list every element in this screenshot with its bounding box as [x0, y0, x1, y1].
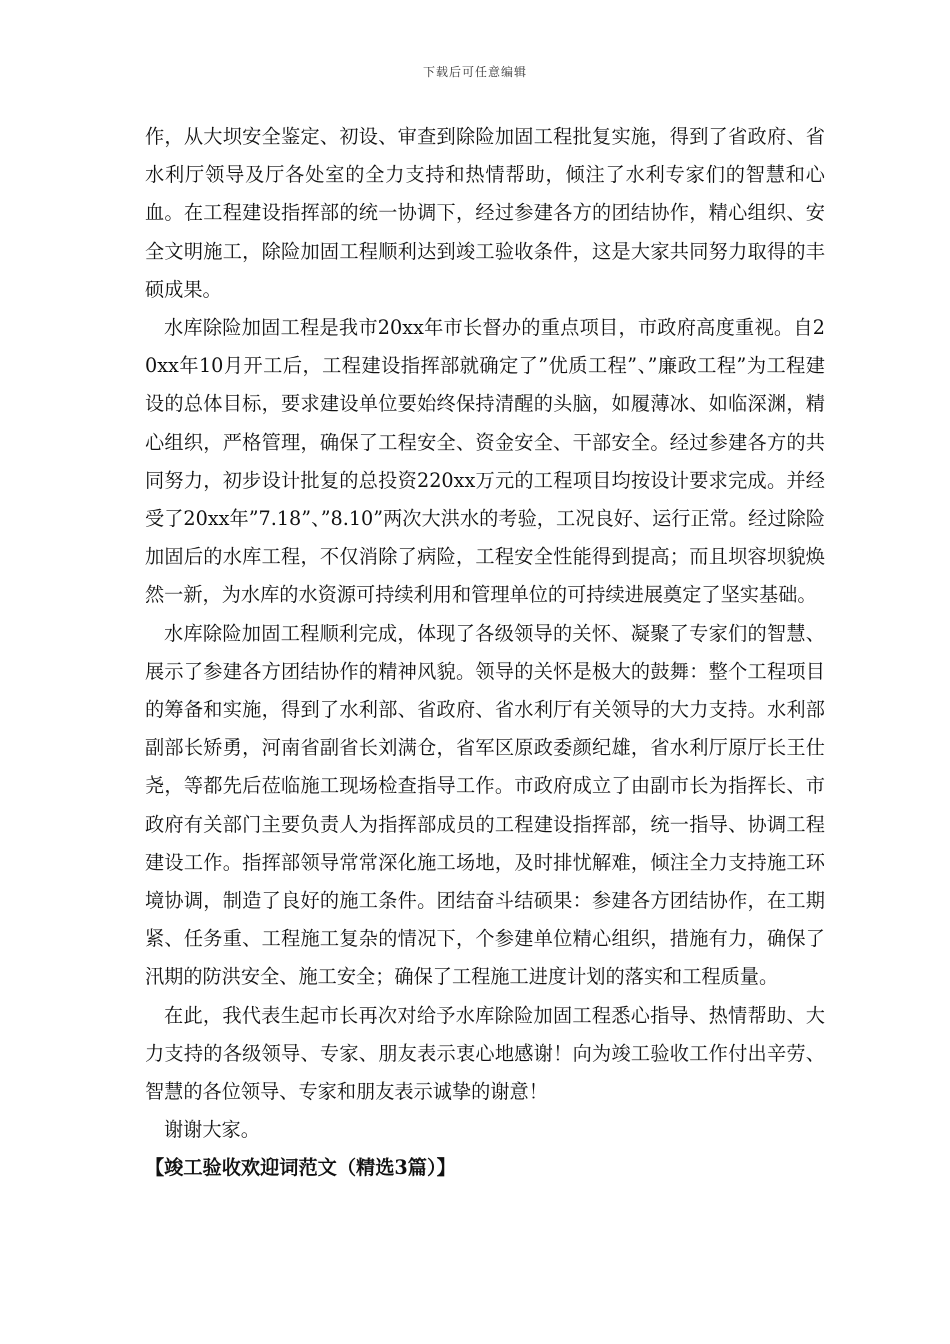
section-title: 【竣工验收欢迎词范文（精选3篇）】 [145, 1156, 456, 1180]
paragraph-continuation: 作，从大坝安全鉴定、初设、审查到除险加固工程批复实施，得到了省政府、省水利厅领导及厅各处室的全力支持和热情帮助，倾注了水利专家们的智慧和心血。在工程建设指挥部的统一协调下，经过参建各方的团结协作，精心组织、安全文明施工，除险加固工程顺利达到竣工验收条件，这是大家共同努力取得的丰硕成果。 [145, 125, 825, 301]
document-body [145, 118, 825, 1188]
paragraph-thanks: 在此，我代表生起市长再次对给予水库除险加固工程悉心指导、热情帮助、大力支持的各级领导、专家、朋友表示衷心地感谢！向为竣工验收工作付出辛劳、智慧的各位领导、专家和朋友表示诚挚的谢意！ [145, 1003, 825, 1104]
paragraph-project-overview: 水库除险加固工程是我市20xx年市长督办的重点项目，市政府高度重视。自20xx年10月开工后，工程建设指挥部就确定了”优质工程”、”廉政工程”为工程建设的总体目标，要求建设单位要始终保持清醒的头脑，如履薄冰、如临深渊，精心组织，严格管理，确保了工程安全、资金安全、干部安全。经过参建各方的共同努力，初步设计批复的总投资220xx万元的工程项目均按设计要求完成。并经受了20xx年”7.18”、”8.10”两次大洪水的考验，工况良好、运行正常。经过除险加固后的水库工程，不仅消除了病险，工程安全性能得到提高；而且坝容坝貌焕然一新，为水库的水资源可持续利用和管理单位的可持续进展奠定了坚实基础。 [145, 316, 825, 607]
paragraph-closing: 谢谢大家。 [164, 1118, 260, 1142]
paragraph-leadership-support: 水库除险加固工程顺利完成，体现了各级领导的关怀、凝聚了专家们的智慧、展示了参建各方团结协作的精神风貌。领导的关怀是极大的鼓舞：整个工程项目的筹备和实施，得到了水利部、省政府、省水利厅有关领导的大力支持。水利部副部长矫勇，河南省副省长刘满仓，省军区原政委颜纪雄，省水利厅原厅长王仕尧，等都先后莅临施工现场检查指导工作。市政府成立了由副市长为指挥长、市政府有关部门主要负责人为指挥部成员的工程建设指挥部，统一指导、协调工程建设工作。指挥部领导常常深化施工场地，及时排忧解难，倾注全力支持施工环境协调，制造了良好的施工条件。团结奋斗结硕果：参建各方团结协作，在工期紧、任务重、工程施工复杂的情况下，个参建单位精心组织，措施有力，确保了汛期的防洪安全、施工安全；确保了工程施工进度计划的落实和工程质量。 [145, 621, 825, 989]
page-header: 下载后可任意编辑 [422, 65, 527, 79]
